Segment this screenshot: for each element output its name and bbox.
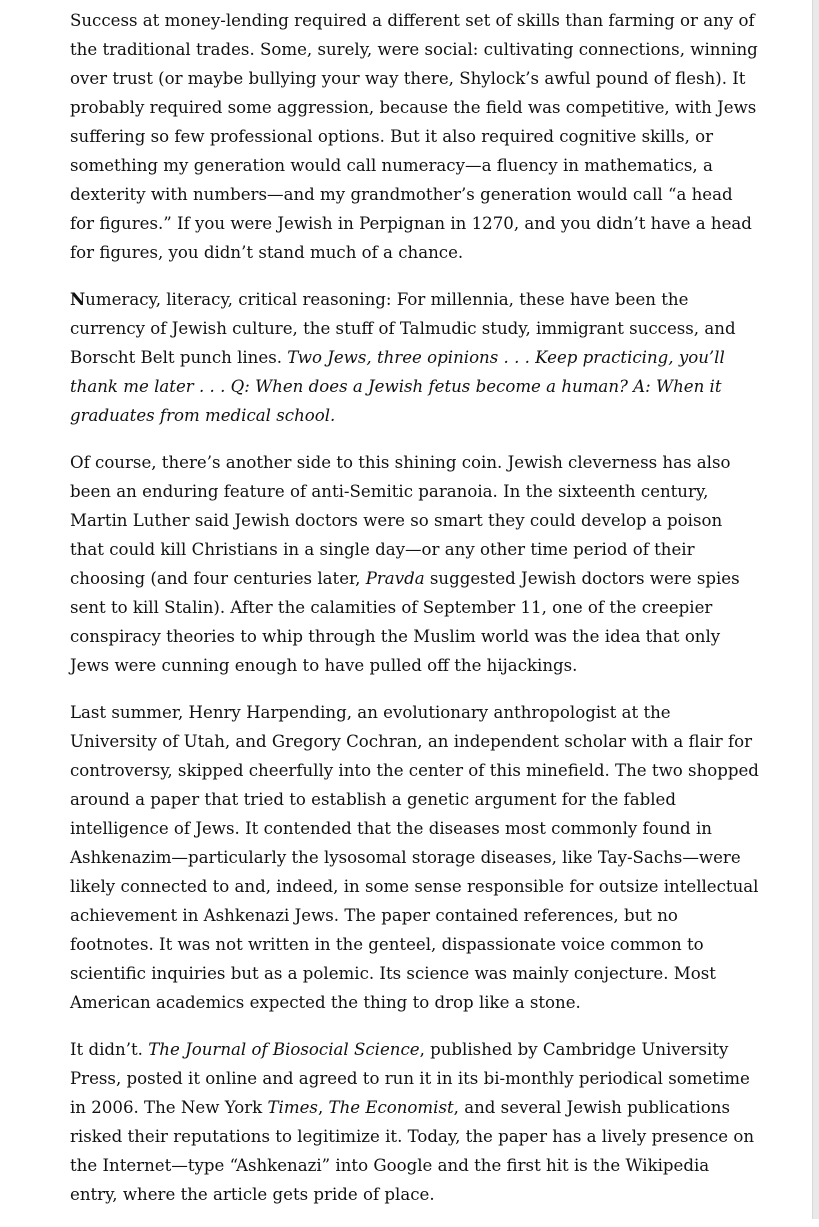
- paragraph-text: It didn’t.: [70, 1040, 149, 1059]
- paragraph-publication: [70, 1035, 760, 1209]
- italic-journal-title: The Journal of Biosocial Science: [148, 1040, 420, 1059]
- scrollbar[interactable]: [812, 0, 819, 1219]
- paragraph-text: suggested Jewish doctors were spies sent to kill Stalin). After the calamities of September 11, one of the creepier conspiracy theories to whip through the Muslim world was the idea that only Jews were cunning enough to have pulled off the hijackings.: [70, 569, 740, 675]
- paragraph-text: umeracy, literacy, critical reasoning: For millennia, these have been the currency of Jewish culture, the stuff of Talmudic study, immigrant success, and Borscht Belt punch lines.: [70, 290, 736, 367]
- italic-economist: The Economist: [328, 1098, 454, 1117]
- italic-times: Times: [267, 1098, 318, 1117]
- article-body: [70, 6, 760, 1227]
- paragraph-numeracy: [70, 285, 760, 430]
- italic-jokes: Two Jews, three opinions . . . Keep practicing, you’ll thank me later . . . Q: When does a Jewish fetus become a human? A: When it graduates from medical school.: [70, 348, 725, 425]
- paragraph-money-lending: Success at money-lending required a different set of skills than farming or any of the traditional trades. Some, surely, were social: cultivating connections, winning over trust (or maybe bullying your way there, Shylock’s awful pound of flesh). It probably required some aggression, because the field was competitive, with Jews suffering so few professional options. But it also required cognitive skills, or something my generation would call numeracy—a fluency in mathematics, a dexterity with numbers—and my grandmother’s generation would call “a head for figures.” If you were Jewish in Perpignan in 1270, and you didn’t have a head for figures, you didn’t stand much of a chance.: [70, 11, 758, 262]
- paragraph-text: ,: [317, 1098, 329, 1117]
- paragraph-text: , published by Cambridge University Press, posted it online and agreed to run it in its bi-monthly periodical sometime in 2006. The New York: [70, 1040, 750, 1117]
- drop-cap: N: [70, 289, 86, 309]
- paragraph-text: Of course, there’s another side to this shining coin. Jewish cleverness has also been an enduring feature of anti-Semitic paranoia. In the sixteenth century, Martin Luther said Jewish doctors were so smart they could develop a poison that could kill Christians in a single day—or any other time period of their choosing (and four centuries later,: [70, 453, 731, 588]
- italic-pravda: Pravda: [365, 569, 425, 588]
- paragraph-anti-semitic-paranoia: [70, 448, 760, 680]
- paragraph-harpending-cochran: Last summer, Henry Harpending, an evolutionary anthropologist at the University of Utah, and Gregory Cochran, an independent scholar with a flair for controversy, skipped cheerfully into the center of this minefield. The two shopped around a paper that tried to establish a genetic argument for the fabled intelligence of Jews. It contended that the diseases most commonly found in Ashkenazim—particularly the lysosomal storage diseases, like Tay-Sachs—were likely connected to and, indeed, in some sense responsible for outsize intellectual achievement in Ashkenazi Jews. The paper contained references, but no footnotes. It was not written in the genteel, dispassionate voice common to scientific inquiries but as a polemic. Its science was mainly conjecture. Most American academics expected the thing to drop like a stone.: [70, 703, 759, 1012]
- paragraph-text: , and several Jewish publications risked their reputations to legitimize it. Today, the paper has a lively presence on the Internet—type “Ashkenazi” into Google and the first hit is the Wikipedia entry, where the article gets pride of place.: [70, 1098, 755, 1204]
